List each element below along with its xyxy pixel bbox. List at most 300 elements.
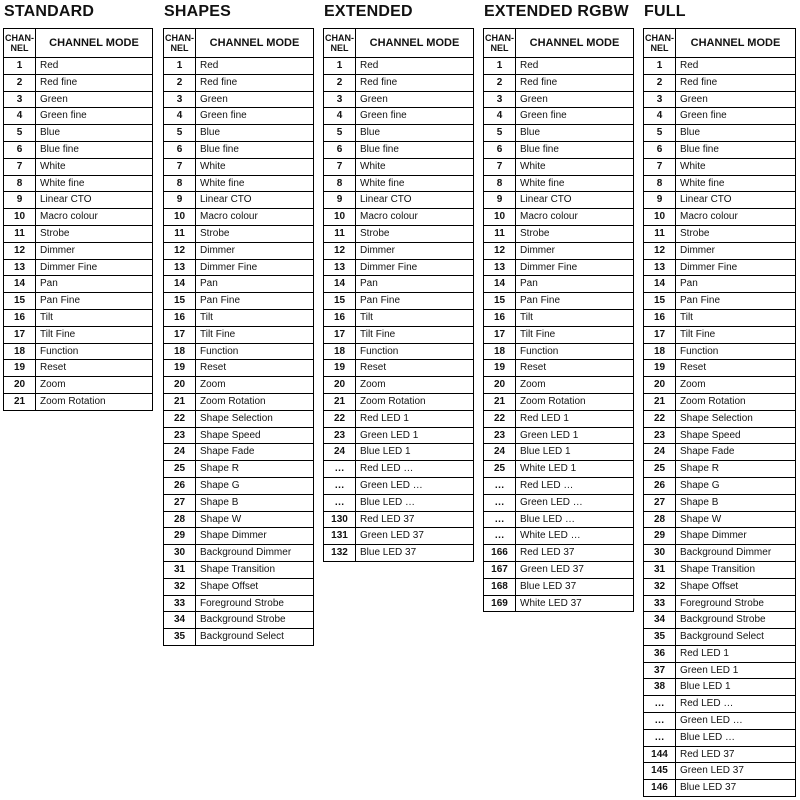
channel-number: 13 [164,259,196,276]
table-row [164,309,314,326]
channel-number: 34 [164,612,196,629]
table-row [484,108,634,125]
table-row [484,293,634,310]
channel-number: … [484,477,516,494]
channel-number: 4 [164,108,196,125]
channel-mode: Red LED 1 [516,410,634,427]
channel-number: 21 [644,393,676,410]
table-title: FULL [644,3,686,20]
channel-header: CHAN- NEL [484,29,516,58]
table-row [164,343,314,360]
channel-mode: Pan [196,276,314,293]
channel-mode: White fine [36,175,153,192]
channel-number: 3 [644,91,676,108]
table-row [644,696,796,713]
channel-mode: Red LED 37 [516,545,634,562]
table-row [644,309,796,326]
channel-mode: Blue LED 1 [676,679,796,696]
table-extended-block [323,0,473,562]
channel-number: 21 [164,393,196,410]
channel-mode: Red fine [36,74,153,91]
channel-mode: Zoom Rotation [356,393,474,410]
table-row [324,293,474,310]
channel-mode: Shape Selection [196,410,314,427]
channel-mode: White [516,158,634,175]
channel-number: 13 [324,259,356,276]
channel-number: 145 [644,763,676,780]
channel-number: 33 [164,595,196,612]
channel-mode: Red fine [516,74,634,91]
table-row [644,259,796,276]
channel-mode: Green [676,91,796,108]
table-row [324,259,474,276]
table-row [164,158,314,175]
channel-number: 11 [4,225,36,242]
channel-mode: Blue [356,125,474,142]
channel-number: 11 [324,225,356,242]
channel-number: 7 [484,158,516,175]
channel-mode: Green LED … [676,713,796,730]
channel-header: CHAN- NEL [4,29,36,58]
channel-number: 35 [644,629,676,646]
table-row [484,242,634,259]
table-row [484,377,634,394]
table-row [4,276,153,293]
table-extended-rgbw-block [483,0,633,612]
table-row [4,326,153,343]
channel-mode: Red LED … [516,477,634,494]
channel-mode: Dimmer [676,242,796,259]
channel-mode: Green [36,91,153,108]
channel-mode: Blue LED 1 [516,444,634,461]
table-row [164,511,314,528]
channel-mode: Blue LED 1 [356,444,474,461]
channel-mode: Strobe [36,225,153,242]
channel-header: CHAN- NEL [164,29,196,58]
channel-mode: Pan Fine [196,293,314,310]
channel-mode: Background Select [196,629,314,646]
channel-mode: Shape B [676,494,796,511]
channel-mode: Blue LED 37 [356,545,474,562]
channel-number: 12 [644,242,676,259]
channel-table [483,28,634,612]
channel-mode: Blue [196,125,314,142]
header-row [164,29,314,58]
channel-number: 35 [164,629,196,646]
channel-mode: Shape R [676,461,796,478]
table-row [324,427,474,444]
table-row [4,108,153,125]
channel-number: 30 [164,545,196,562]
table-row [164,427,314,444]
table-row [644,528,796,545]
channel-table [323,28,474,562]
table-row [164,612,314,629]
channel-number: 6 [644,141,676,158]
channel-mode: Red LED 37 [676,746,796,763]
channel-mode: Tilt Fine [36,326,153,343]
channel-number: 16 [324,309,356,326]
channel-number: 2 [324,74,356,91]
channel-header: CHAN- NEL [324,29,356,58]
table-row [644,612,796,629]
table-row [484,175,634,192]
channel-number: 2 [644,74,676,91]
channel-mode: Zoom [196,377,314,394]
channel-number: … [324,494,356,511]
channel-number: 13 [644,259,676,276]
table-row [484,225,634,242]
channel-mode: Green fine [36,108,153,125]
channel-number: 31 [164,561,196,578]
channel-number: 13 [4,259,36,276]
channel-mode: Shape Fade [196,444,314,461]
table-row [164,192,314,209]
table-row [164,58,314,75]
channel-number: 130 [324,511,356,528]
channel-mode: Reset [516,360,634,377]
channel-number: 38 [644,679,676,696]
channel-number: 23 [644,427,676,444]
channel-number: … [484,528,516,545]
channel-number: 15 [324,293,356,310]
channel-mode: Red LED 1 [676,645,796,662]
table-row [324,175,474,192]
table-row [644,276,796,293]
channel-number: 17 [484,326,516,343]
table-row [164,377,314,394]
channel-mode: Pan Fine [36,293,153,310]
channel-mode: Pan Fine [676,293,796,310]
table-row [484,276,634,293]
table-shapes-block [163,0,313,646]
table-row [164,410,314,427]
channel-number: 7 [164,158,196,175]
channel-mode: Pan [36,276,153,293]
table-row [324,276,474,293]
channel-mode-header: CHANNEL MODE [356,29,474,58]
channel-number: 144 [644,746,676,763]
table-row [644,141,796,158]
channel-number: … [324,477,356,494]
channel-mode: Linear CTO [196,192,314,209]
table-row [484,192,634,209]
table-row [644,242,796,259]
channel-number: 21 [324,393,356,410]
table-row [4,58,153,75]
channel-number: 9 [484,192,516,209]
channel-mode: Green LED 1 [516,427,634,444]
channel-mode: Green LED 1 [676,662,796,679]
table-row [644,645,796,662]
table-row [324,343,474,360]
channel-number: … [484,511,516,528]
table-row [644,326,796,343]
channel-number: … [644,729,676,746]
channel-mode: Dimmer [36,242,153,259]
channel-mode: Shape Selection [676,410,796,427]
table-row [4,209,153,226]
channel-number: 33 [644,595,676,612]
table-row [484,309,634,326]
table-row [644,729,796,746]
channel-number: 132 [324,545,356,562]
table-row [324,377,474,394]
channel-number: 29 [644,528,676,545]
channel-number: 15 [484,293,516,310]
table-row [484,343,634,360]
table-row [484,578,634,595]
channel-mode: White fine [676,175,796,192]
channel-number: 15 [164,293,196,310]
channel-mode: Linear CTO [36,192,153,209]
channel-mode: Tilt Fine [356,326,474,343]
channel-number: 24 [484,444,516,461]
channel-mode: Function [516,343,634,360]
table-row [4,259,153,276]
channel-mode: Reset [196,360,314,377]
table-row [644,293,796,310]
table-row [484,74,634,91]
channel-number: 3 [324,91,356,108]
channel-mode: Function [356,343,474,360]
channel-number: 28 [164,511,196,528]
channel-mode: Tilt Fine [676,326,796,343]
table-row [164,545,314,562]
channel-number: 29 [164,528,196,545]
channel-mode: White LED 37 [516,595,634,612]
table-row [324,410,474,427]
table-row [164,595,314,612]
channel-mode: Dimmer [516,242,634,259]
channel-number: 14 [164,276,196,293]
table-row [164,393,314,410]
channel-mode: Red [36,58,153,75]
table-row [644,561,796,578]
header-row [644,29,796,58]
channel-number: 5 [644,125,676,142]
table-row [324,461,474,478]
table-row [644,192,796,209]
channel-mode: Shape Speed [196,427,314,444]
channel-number: 32 [164,578,196,595]
channel-mode: Tilt [36,309,153,326]
channel-mode: Green fine [356,108,474,125]
table-row [324,444,474,461]
channel-number: 14 [324,276,356,293]
channel-mode: Pan Fine [516,293,634,310]
table-row [4,74,153,91]
channel-number: 169 [484,595,516,612]
table-row [484,461,634,478]
channel-number: 8 [164,175,196,192]
table-row [644,461,796,478]
channel-mode: Blue LED 37 [676,780,796,797]
table-row [164,444,314,461]
channel-number: … [324,461,356,478]
channel-mode: Green LED 1 [356,427,474,444]
table-row [484,494,634,511]
channel-mode: Function [36,343,153,360]
channel-mode: Background Select [676,629,796,646]
channel-mode: Green [356,91,474,108]
table-row [4,242,153,259]
table-row [324,125,474,142]
channel-mode: Macro colour [356,209,474,226]
channel-number: 4 [324,108,356,125]
channel-number: 25 [484,461,516,478]
table-row [484,528,634,545]
table-row [644,578,796,595]
table-title: SHAPES [164,3,231,20]
channel-mode: Zoom Rotation [676,393,796,410]
channel-number: 9 [644,192,676,209]
channel-number: 16 [164,309,196,326]
channel-number: 8 [484,175,516,192]
table-row [484,477,634,494]
channel-mode: Blue fine [676,141,796,158]
channel-mode: Green LED … [356,477,474,494]
channel-mode: Linear CTO [516,192,634,209]
channel-mode: Strobe [356,225,474,242]
table-row [164,461,314,478]
header-row [484,29,634,58]
table-row [644,58,796,75]
table-row [324,528,474,545]
table-row [164,360,314,377]
table-row [164,494,314,511]
channel-number: 36 [644,645,676,662]
channel-mode: Green fine [676,108,796,125]
channel-number: 2 [484,74,516,91]
channel-number: 2 [164,74,196,91]
table-row [484,259,634,276]
table-row [4,141,153,158]
channel-mode: Blue [516,125,634,142]
channel-mode: Macro colour [516,209,634,226]
table-row [4,360,153,377]
table-row [644,746,796,763]
table-row [644,545,796,562]
table-row [644,427,796,444]
channel-mode: Pan Fine [356,293,474,310]
table-row [164,326,314,343]
channel-number: 10 [164,209,196,226]
channel-number: 34 [644,612,676,629]
channel-mode: Blue LED 37 [516,578,634,595]
table-row [164,209,314,226]
channel-number: 20 [644,377,676,394]
channel-number: 18 [484,343,516,360]
channel-number: 24 [644,444,676,461]
channel-mode: Strobe [676,225,796,242]
channel-number: 22 [324,410,356,427]
channel-number: 31 [644,561,676,578]
table-row [484,511,634,528]
table-row [644,477,796,494]
channel-mode: Foreground Strobe [196,595,314,612]
channel-mode: Blue LED … [676,729,796,746]
table-row [644,225,796,242]
table-row [484,545,634,562]
channel-number: 17 [324,326,356,343]
channel-number: 16 [4,309,36,326]
channel-mode: Foreground Strobe [676,595,796,612]
table-title: STANDARD [4,3,95,20]
channel-mode: Tilt [676,309,796,326]
channel-number: 1 [644,58,676,75]
channel-mode: Green LED 37 [356,528,474,545]
channel-number: 1 [324,58,356,75]
channel-mode: Reset [36,360,153,377]
channel-mode: Zoom Rotation [196,393,314,410]
channel-number: 10 [324,209,356,226]
channel-number: 167 [484,561,516,578]
channel-mode: Background Strobe [676,612,796,629]
channel-number: 12 [4,242,36,259]
table-row [484,209,634,226]
table-row [324,108,474,125]
channel-mode: Zoom Rotation [516,393,634,410]
table-row [164,561,314,578]
table-row [644,343,796,360]
channel-mode: Dimmer Fine [676,259,796,276]
table-row [484,360,634,377]
channel-number: 15 [4,293,36,310]
table-row [164,528,314,545]
table-row [484,158,634,175]
channel-mode: Linear CTO [676,192,796,209]
channel-number: 22 [484,410,516,427]
channel-number: 168 [484,578,516,595]
channel-mode: Shape Transition [676,561,796,578]
table-row [164,175,314,192]
table-row [4,192,153,209]
table-row [484,595,634,612]
table-row [324,192,474,209]
table-row [164,125,314,142]
channel-number: 14 [644,276,676,293]
table-row [484,427,634,444]
channel-number: 18 [644,343,676,360]
channel-number: 23 [324,427,356,444]
channel-mode: Green LED 37 [676,763,796,780]
channel-mode: Zoom Rotation [36,393,153,410]
channel-mode: Green fine [196,108,314,125]
table-row [324,393,474,410]
channel-number: 6 [324,141,356,158]
channel-number: 11 [164,225,196,242]
channel-mode: Dimmer [196,242,314,259]
channel-number: 5 [4,125,36,142]
table-row [644,410,796,427]
channel-number: … [644,696,676,713]
table-standard-block [3,0,152,411]
channel-mode: Pan [676,276,796,293]
table-row [4,377,153,394]
table-row [484,561,634,578]
channel-table [163,28,314,646]
channel-mode: Shape B [196,494,314,511]
channel-mode: Dimmer Fine [36,259,153,276]
table-row [324,511,474,528]
channel-mode-header: CHANNEL MODE [196,29,314,58]
channel-mode: Blue LED … [516,511,634,528]
table-row [164,108,314,125]
channel-mode: Red LED 37 [356,511,474,528]
table-row [644,209,796,226]
table-title: EXTENDED [324,3,413,20]
